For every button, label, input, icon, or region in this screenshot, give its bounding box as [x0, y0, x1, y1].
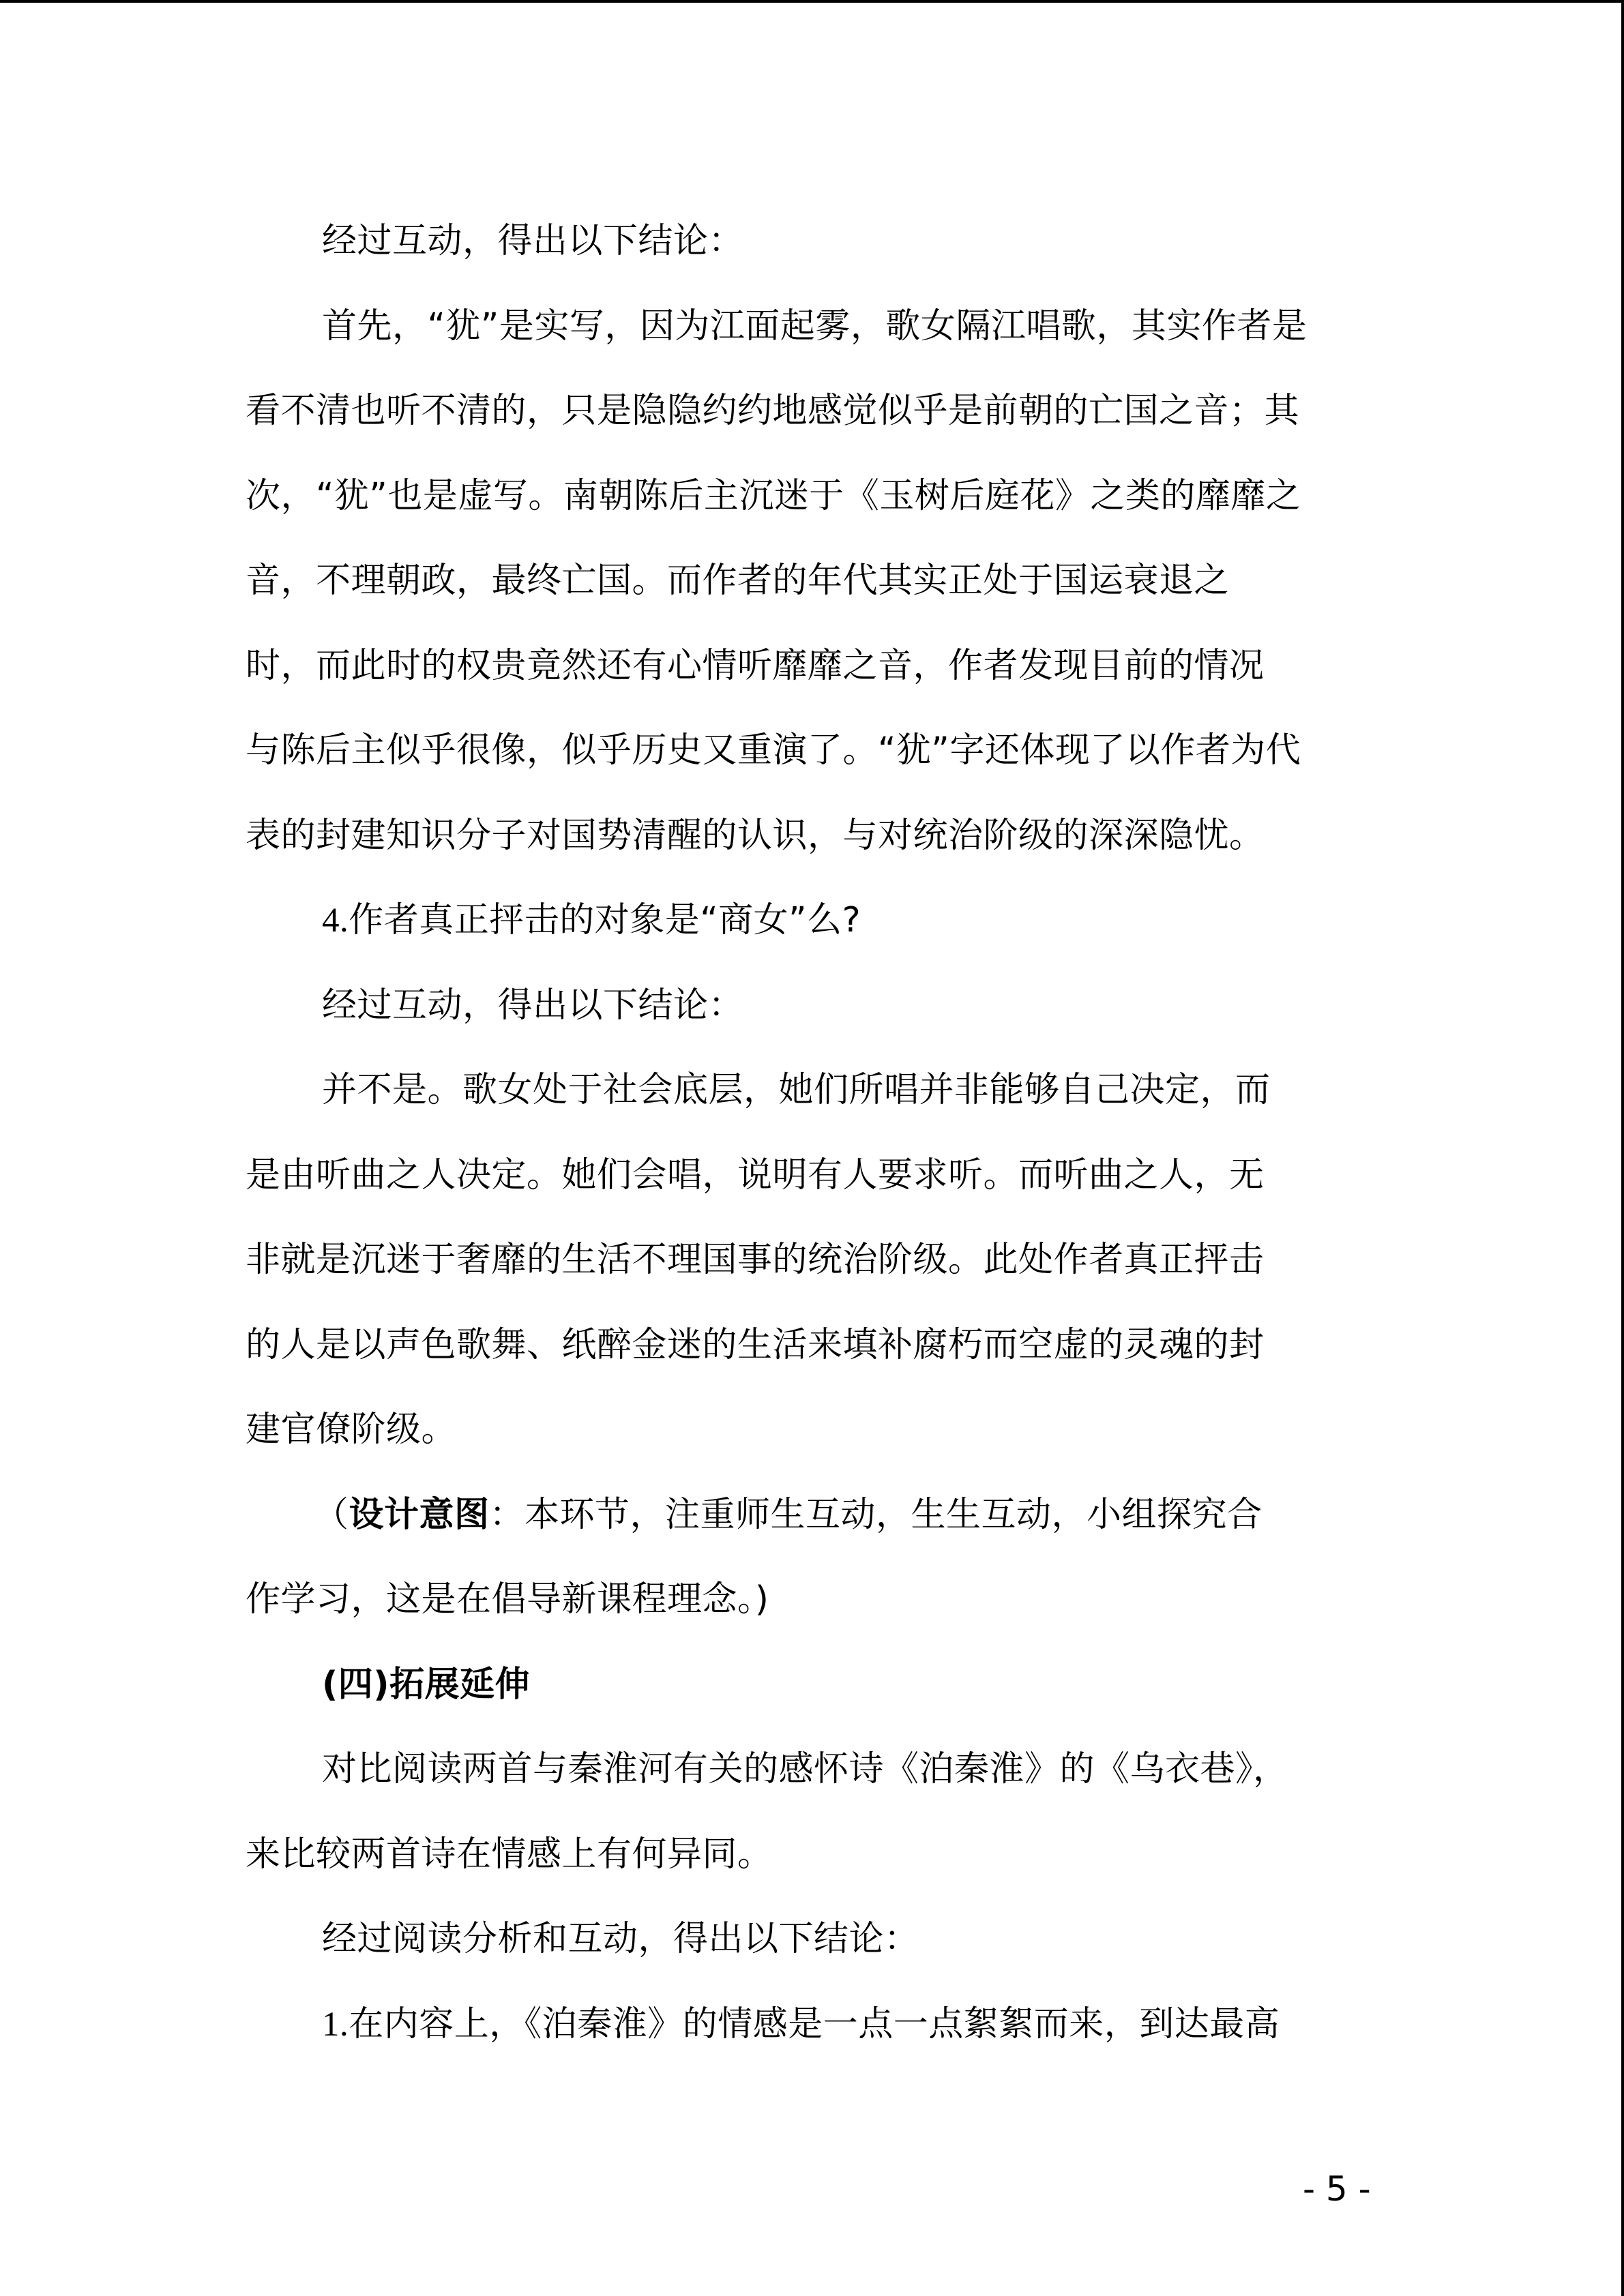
paragraph-line: 建官僚阶级。: [246, 1410, 457, 1450]
question-heading: [246, 878, 1381, 964]
question-number: 4.: [322, 901, 349, 940]
paragraph-line: 经过互动，得出以下结论：: [322, 221, 744, 261]
paragraph-line: 经过阅读分析和互动，得出以下结论：: [322, 1919, 919, 1959]
point-number: 1.: [322, 2005, 349, 2044]
paragraph-line: 非就是沉迷于奢靡的生活不理国事的统治阶级。此处作者真正抨击: [246, 1240, 1265, 1280]
numbered-point: [246, 1982, 1381, 2068]
paragraph-line: 并不是。歌女处于社会底层，她们所唱并非能够自己决定，而: [322, 1070, 1271, 1110]
paragraph-line: 来比较两首诗在情感上有何异同。: [246, 1834, 773, 1875]
paragraph-line: 看不清也听不清的，只是隐隐约约地感觉似乎是前朝的亡国之音；其: [246, 391, 1300, 431]
point-text: 在内容上，《泊秦淮》的情感是一点一点絮絮而来，到达最高: [349, 2003, 1280, 2044]
paragraph-line: 表的封建知识分子对国势清醒的认识，与对统治阶级的深深隐忧。: [246, 815, 1265, 856]
paragraph-line: 时，而此时的权贵竟然还有心情听靡靡之音，作者发现目前的情况: [246, 645, 1265, 686]
open-paren: （: [314, 1494, 349, 1535]
paragraph-line: 是由听曲之人决定。她们会唱，说明有人要求听。而听曲之人，无: [246, 1154, 1265, 1195]
design-intent-text: ：本环节，注重师生互动，生生互动，小组探究合: [489, 1494, 1263, 1535]
design-intent-label: 设计意图: [349, 1494, 490, 1535]
design-intent-line: [246, 1473, 1381, 1558]
paragraph-line: 对比阅读两首与秦淮河有关的感怀诗《泊秦淮》的《乌衣巷》，: [322, 1749, 1288, 1789]
paragraph-line: 经过互动，得出以下结论：: [322, 985, 744, 1026]
right-border-line: [1621, 0, 1624, 2296]
page-number: - 5 -: [1303, 2169, 1371, 2209]
document-page: [246, 199, 1381, 2067]
paragraph-line: 的人是以声色歌舞、纸醉金迷的生活来填补腐朽而空虚的灵魂的封: [246, 1324, 1265, 1365]
paragraph-line: 次，“犹”也是虚写。南朝陈后主沉迷于《玉树后庭花》之类的靡靡之: [246, 475, 1301, 516]
paragraph-line: 音，不理朝政，最终亡国。而作者的年代其实正处于国运衰退之: [246, 561, 1230, 601]
paragraph-line: 作学习，这是在倡导新课程理念。): [246, 1579, 769, 1620]
paragraph-line: 与陈后主似乎很像，似乎历史又重演了。“犹”字还体现了以作者为代: [246, 730, 1301, 771]
question-text: 作者真正抨击的对象是“商女”么?: [349, 900, 861, 940]
section-heading: (四)拓展延伸: [322, 1664, 531, 1705]
paragraph-line: 首先，“犹”是实写，因为江面起雾，歌女隔江唱歌，其实作者是: [322, 305, 1308, 346]
top-border-line: [0, 0, 1624, 3]
